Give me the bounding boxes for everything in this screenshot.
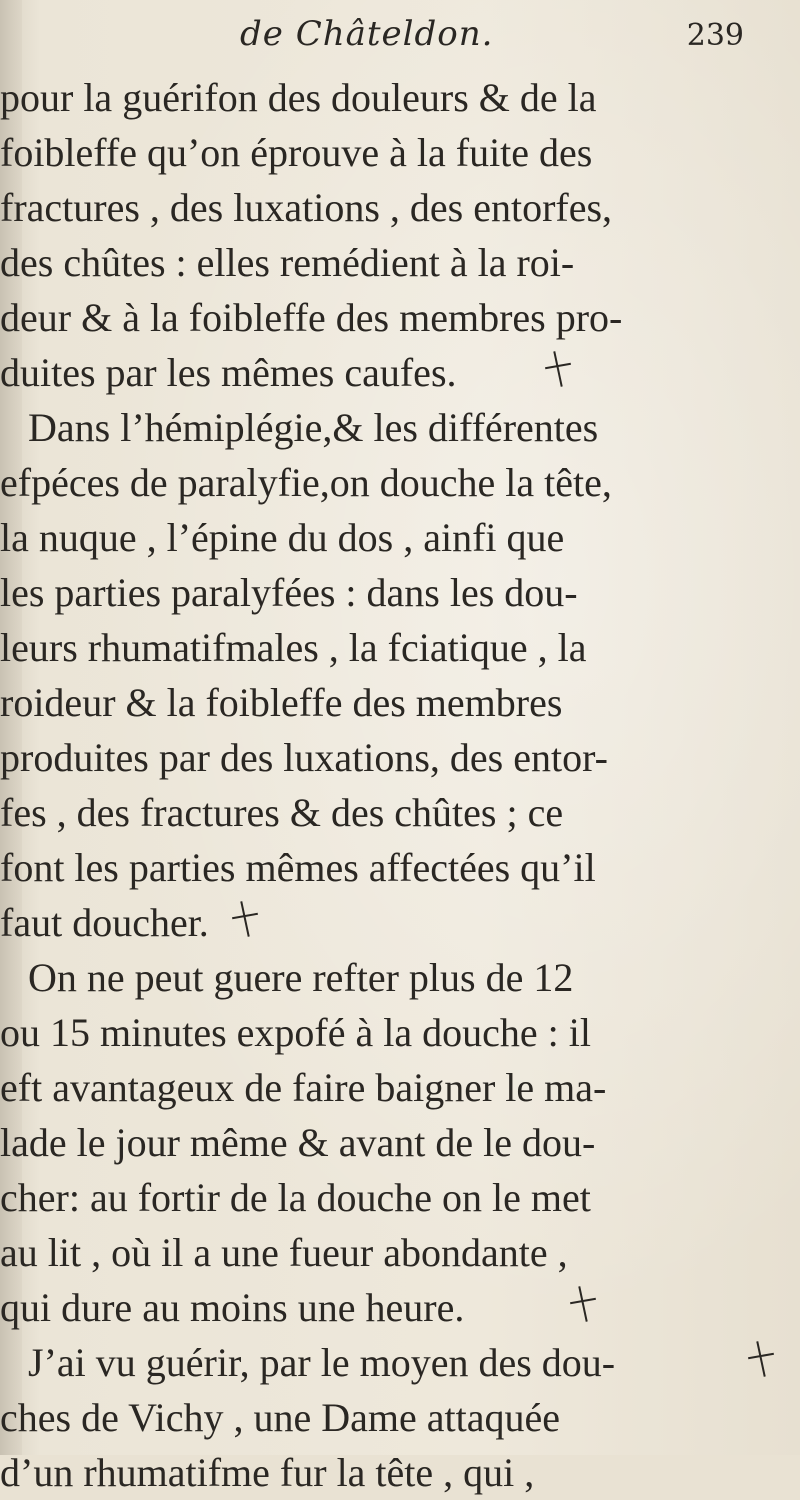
text-line: faut doucher.: [0, 900, 209, 945]
page-number: 239: [686, 18, 744, 53]
text-line: font les parties mêmes affectées qu’il: [0, 845, 596, 890]
running-head: de Châteldon.: [240, 14, 494, 54]
text-line: duites par les mêmes caufes.: [0, 350, 457, 395]
text-line: les parties paralyfées : dans les dou-: [0, 570, 578, 615]
body-text: [0, 70, 780, 1500]
text-line: Dans l’hémiplégie,& les différentes: [28, 405, 599, 450]
text-line: efpéces de paralyfie,on douche la tête,: [0, 460, 612, 505]
handwritten-cross-mark-icon: [748, 1341, 774, 1377]
text-line: cher: au fortir de la douche on le met: [0, 1175, 591, 1220]
text-line: des chûtes : elles remédient à la roi-: [0, 240, 575, 285]
text-line: la nuque , l’épine du dos , ainfi que: [0, 515, 565, 560]
text-line: qui dure au moins une heure.: [0, 1285, 465, 1330]
handwritten-cross-mark-icon: [232, 901, 258, 937]
text-line: deur & à la foibleffe des membres pro-: [0, 295, 623, 340]
text-line: eft avantageux de faire baigner le ma-: [0, 1065, 607, 1110]
text-line: foibleffe qu’on éprouve à la fuite des: [0, 130, 593, 175]
text-line: produites par des luxations, des entor-: [0, 735, 608, 780]
text-line: fractures , des luxations , des entorfes,: [0, 185, 613, 230]
text-line: leurs rhumatifmales , la fciatique , la: [0, 625, 587, 670]
text-line: J’ai vu guérir, par le moyen des dou-: [28, 1340, 616, 1385]
text-line: ou 15 minutes expofé à la douche : il: [0, 1010, 591, 1055]
handwritten-cross-mark-icon: [545, 351, 571, 387]
text-line: pour la guérifon des douleurs & de la: [0, 75, 597, 120]
text-line: au lit , où il a une fueur abondante ,: [0, 1230, 568, 1275]
text-line: ches de Vichy , une Dame attaquée: [0, 1395, 560, 1440]
text-line: roideur & la foibleffe des membres: [0, 680, 563, 725]
text-line: d’un rhumatifme fur la tête , qui ,: [0, 1450, 535, 1495]
handwritten-cross-mark-icon: [570, 1286, 596, 1322]
text-line: fes , des fractures & des chûtes ; ce: [0, 790, 564, 835]
text-line: On ne peut guere refter plus de 12: [28, 955, 574, 1000]
text-line: lade le jour même & avant de le dou-: [0, 1120, 596, 1165]
